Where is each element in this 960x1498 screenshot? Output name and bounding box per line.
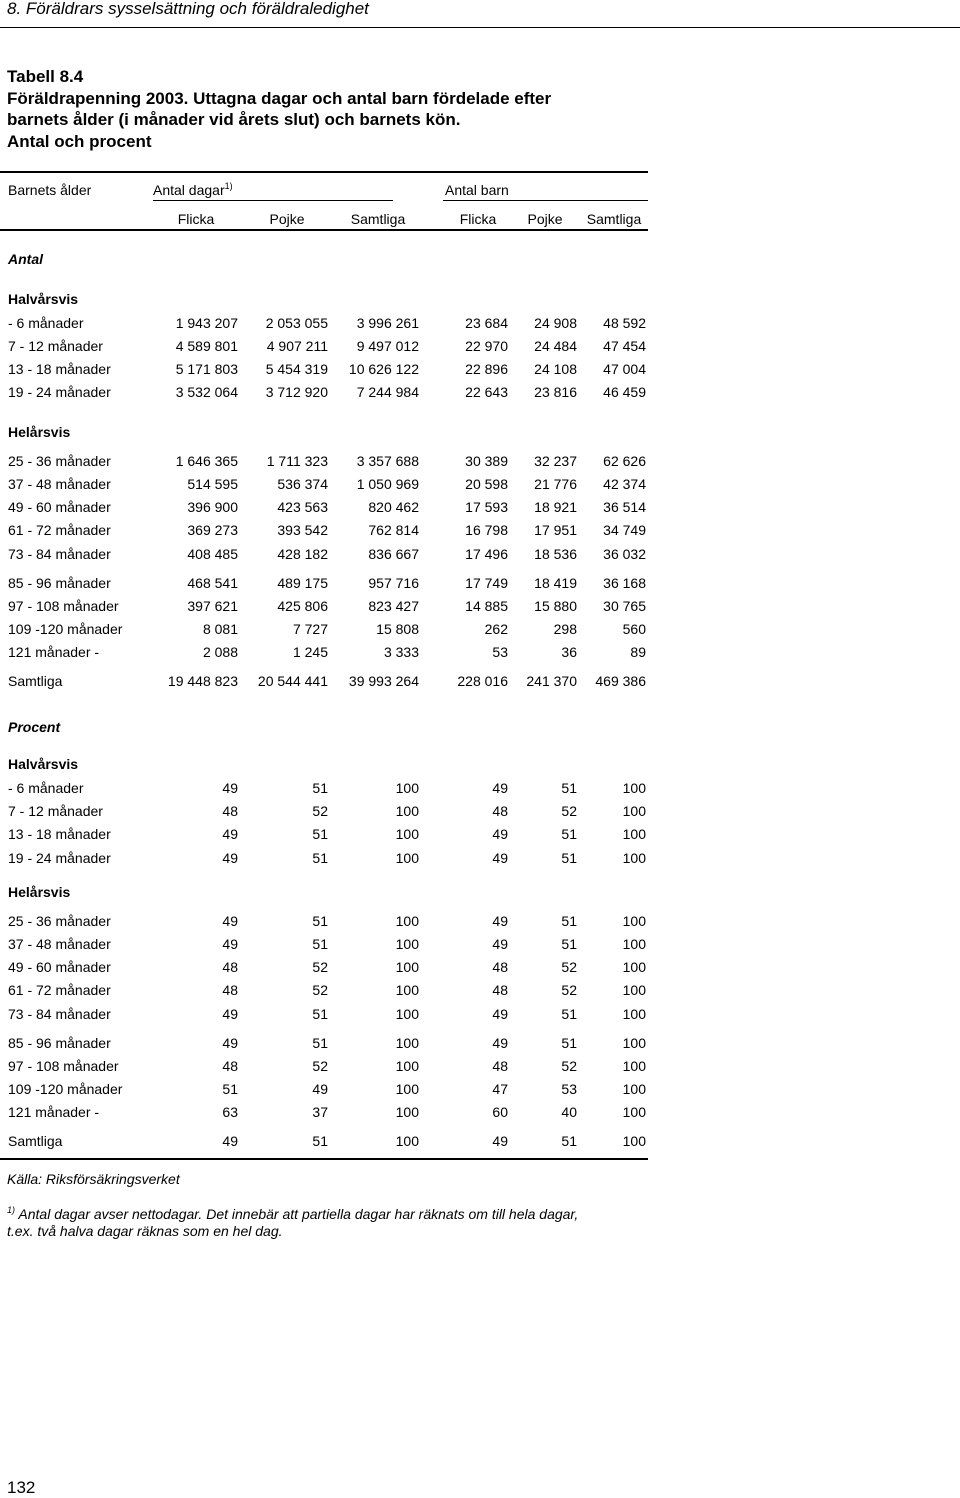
table-cell: 100 xyxy=(395,826,419,842)
table-cell: 298 xyxy=(553,621,577,637)
table-cell: 51 xyxy=(561,780,577,796)
table-cell: 17 496 xyxy=(465,546,508,562)
chapter-title: 8. Föräldrars sysselsättning och föräldraledighet xyxy=(7,0,369,18)
table-cell: 30 765 xyxy=(603,598,646,614)
row-header: Barnets ålder xyxy=(8,182,92,198)
table-cell: 23 816 xyxy=(534,384,577,400)
table-title xyxy=(7,66,551,152)
table-cell: 52 xyxy=(561,982,577,998)
total-cell: 100 xyxy=(622,1133,646,1149)
table-cell: 823 427 xyxy=(368,598,419,614)
table-cell: 48 xyxy=(222,803,238,819)
table-cell: 52 xyxy=(561,1058,577,1074)
table-cell: 36 032 xyxy=(603,546,646,562)
table-cell: 36 514 xyxy=(603,499,646,515)
table-cell: 36 168 xyxy=(603,575,646,591)
total-cell: 51 xyxy=(312,1133,328,1149)
table-cell: 369 273 xyxy=(187,522,238,538)
table-cell: 100 xyxy=(622,959,646,975)
table-cell: 5 171 803 xyxy=(175,361,238,377)
row-label: 7 - 12 månader xyxy=(8,803,103,819)
table-cell: 48 592 xyxy=(603,315,646,331)
table-cell: 22 896 xyxy=(465,361,508,377)
table-cell: 100 xyxy=(622,826,646,842)
table-cell: 30 389 xyxy=(465,453,508,469)
table-cell: 2 053 055 xyxy=(265,315,328,331)
total-cell: 51 xyxy=(561,1133,577,1149)
table-cell: 60 xyxy=(492,1104,508,1120)
table-cell: 52 xyxy=(312,959,328,975)
table-cell: 51 xyxy=(312,936,328,952)
table-cell: 428 182 xyxy=(277,546,328,562)
table-cell: 51 xyxy=(561,850,577,866)
footnote-marker: 1) xyxy=(7,1205,16,1215)
row-label: 25 - 36 månader xyxy=(8,913,111,929)
row-label: 49 - 60 månader xyxy=(8,499,111,515)
table-cell: 49 xyxy=(492,913,508,929)
group-header-antal-dagar xyxy=(153,182,233,198)
table-cell: 16 798 xyxy=(465,522,508,538)
table-cell: 100 xyxy=(395,780,419,796)
row-label: 121 månader - xyxy=(8,1104,100,1120)
section-title: Procent xyxy=(8,719,61,735)
table-cell: 100 xyxy=(622,982,646,998)
table-cell: 560 xyxy=(622,621,646,637)
group1-underline xyxy=(153,200,393,201)
table-cell: 49 xyxy=(222,780,238,796)
table-cell: 2 088 xyxy=(202,644,238,660)
table-cell: 51 xyxy=(561,1035,577,1051)
table-cell: 32 237 xyxy=(534,453,577,469)
table-cell: 51 xyxy=(561,826,577,842)
table-cell: 17 951 xyxy=(534,522,577,538)
table-top-rule xyxy=(0,171,648,173)
table-cell: 100 xyxy=(622,1058,646,1074)
table-cell: 100 xyxy=(395,959,419,975)
table-cell: 49 xyxy=(222,913,238,929)
footnote-line-1 xyxy=(7,1206,578,1223)
table-cell: 408 485 xyxy=(187,546,238,562)
footnote xyxy=(7,1206,578,1240)
total-cell: 241 370 xyxy=(526,673,577,689)
table-cell: 397 621 xyxy=(187,598,238,614)
table-cell: 49 xyxy=(222,850,238,866)
table-cell: 47 004 xyxy=(603,361,646,377)
column-header: Samtliga xyxy=(586,211,642,227)
table-cell: 17 749 xyxy=(465,575,508,591)
table-cell: 3 333 xyxy=(383,644,419,660)
table-cell: 49 xyxy=(222,1035,238,1051)
column-header: Samtliga xyxy=(350,211,406,227)
table-cell: 47 454 xyxy=(603,338,646,354)
table-cell: 49 xyxy=(222,826,238,842)
source-note: Källa: Riksförsäkringsverket xyxy=(7,1171,180,1187)
table-cell: 1 711 323 xyxy=(266,453,328,469)
table-cell: 5 454 319 xyxy=(265,361,328,377)
table-cell: 51 xyxy=(312,1035,328,1051)
table-cell: 762 814 xyxy=(368,522,419,538)
table-cell: 100 xyxy=(622,1006,646,1022)
table-cell: 52 xyxy=(312,803,328,819)
group-title: Helårsvis xyxy=(8,884,71,900)
table-cell: 3 532 064 xyxy=(175,384,238,400)
row-label: 13 - 18 månader xyxy=(8,361,111,377)
table-cell: 489 175 xyxy=(277,575,328,591)
row-label: 109 -120 månader xyxy=(8,621,123,637)
table-cell: 262 xyxy=(484,621,508,637)
table-cell: 100 xyxy=(395,1006,419,1022)
table-cell: 24 108 xyxy=(534,361,577,377)
total-label: Samtliga xyxy=(8,1133,63,1149)
table-cell: 49 xyxy=(222,1006,238,1022)
table-cell: 100 xyxy=(622,1104,646,1120)
table-cell: 100 xyxy=(395,1104,419,1120)
group-title: Halvårsvis xyxy=(8,756,79,772)
row-label: 121 månader - xyxy=(8,644,100,660)
row-label: 73 - 84 månader xyxy=(8,546,111,562)
table-cell: 36 xyxy=(561,644,577,660)
row-label: 49 - 60 månader xyxy=(8,959,111,975)
table-cell: 48 xyxy=(222,1058,238,1074)
table-cell: 9 497 012 xyxy=(356,338,419,354)
table-cell: 1 245 xyxy=(292,644,328,660)
row-label: 61 - 72 månader xyxy=(8,522,111,538)
table-cell: 52 xyxy=(561,803,577,819)
row-label: 25 - 36 månader xyxy=(8,453,111,469)
table-cell: 22 970 xyxy=(465,338,508,354)
row-label: 7 - 12 månader xyxy=(8,338,103,354)
footnote-ref: 1) xyxy=(224,181,233,191)
table-cell: 18 419 xyxy=(534,575,577,591)
total-cell: 49 xyxy=(492,1133,508,1149)
table-cell: 425 806 xyxy=(277,598,328,614)
table-cell: 3 357 688 xyxy=(356,453,419,469)
row-label: - 6 månader xyxy=(8,315,84,331)
table-cell: 62 626 xyxy=(603,453,646,469)
table-cell: 51 xyxy=(312,913,328,929)
table-caption-line-3: Antal och procent xyxy=(7,131,152,151)
table-cell: 100 xyxy=(622,780,646,796)
table-cell: 48 xyxy=(492,1058,508,1074)
table-cell: 4 907 211 xyxy=(266,338,328,354)
total-cell: 228 016 xyxy=(457,673,508,689)
row-label: 85 - 96 månader xyxy=(8,575,111,591)
row-label: 19 - 24 månader xyxy=(8,850,111,866)
table-cell: 48 xyxy=(222,982,238,998)
total-cell: 39 993 264 xyxy=(348,673,419,689)
row-label: 37 - 48 månader xyxy=(8,476,111,492)
table-cell: 100 xyxy=(622,1081,646,1097)
column-header: Pojke xyxy=(269,211,305,227)
header-bottom-rule xyxy=(0,229,648,231)
table-caption-line-2: barnets ålder (i månader vid årets slut) och barnets kön. xyxy=(7,110,461,129)
table-cell: 100 xyxy=(395,936,419,952)
table-cell: 48 xyxy=(492,959,508,975)
group-header-antal-barn: Antal barn xyxy=(445,182,509,198)
table-cell: 100 xyxy=(395,1081,419,1097)
table-cell: 51 xyxy=(312,780,328,796)
row-label: 61 - 72 månader xyxy=(8,982,111,998)
table-cell: 100 xyxy=(622,936,646,952)
table-cell: 49 xyxy=(222,936,238,952)
table-cell: 100 xyxy=(622,913,646,929)
table-cell: 51 xyxy=(222,1081,238,1097)
table-cell: 396 900 xyxy=(187,499,238,515)
table-cell: 100 xyxy=(395,803,419,819)
table-cell: 34 749 xyxy=(603,522,646,538)
table-cell: 51 xyxy=(561,936,577,952)
table-cell: 46 459 xyxy=(603,384,646,400)
row-label: 13 - 18 månader xyxy=(8,826,111,842)
table-cell: 49 xyxy=(492,1035,508,1051)
table-cell: 3 996 261 xyxy=(356,315,419,331)
table-cell: 49 xyxy=(492,826,508,842)
page-number: 132 xyxy=(7,1478,36,1497)
table-cell: 22 643 xyxy=(465,384,508,400)
table-cell: 40 xyxy=(561,1104,577,1120)
table-cell: 514 595 xyxy=(187,476,238,492)
table-cell: 468 541 xyxy=(187,575,238,591)
column-header: Flicka xyxy=(177,211,215,227)
table-cell: 1 646 365 xyxy=(175,453,238,469)
table-caption-line-1: Föräldrapenning 2003. Uttagna dagar och antal barn fördelade efter xyxy=(7,88,552,108)
table-cell: 48 xyxy=(492,982,508,998)
table-cell: 100 xyxy=(395,850,419,866)
table-cell: 10 626 122 xyxy=(348,361,419,377)
table-cell: 49 xyxy=(312,1081,328,1097)
table-cell: 42 374 xyxy=(603,476,646,492)
table-cell: 1 943 207 xyxy=(175,315,238,331)
table-cell: 47 xyxy=(492,1081,508,1097)
table-cell: 8 081 xyxy=(202,621,238,637)
row-label: 73 - 84 månader xyxy=(8,1006,111,1022)
table-cell: 3 712 920 xyxy=(265,384,328,400)
table-cell: 51 xyxy=(312,826,328,842)
table-cell: 48 xyxy=(492,803,508,819)
table-cell: 836 667 xyxy=(368,546,419,562)
table-cell: 51 xyxy=(312,850,328,866)
table-cell: 89 xyxy=(630,644,646,660)
table-cell: 52 xyxy=(561,959,577,975)
table-cell: 49 xyxy=(492,850,508,866)
table-cell: 100 xyxy=(622,850,646,866)
column-header: Pojke xyxy=(527,211,563,227)
table-cell: 49 xyxy=(492,1006,508,1022)
row-label: 37 - 48 månader xyxy=(8,936,111,952)
group-title: Helårsvis xyxy=(8,424,71,440)
row-label: - 6 månader xyxy=(8,780,84,796)
column-header: Flicka xyxy=(459,211,497,227)
section-title: Antal xyxy=(8,251,43,267)
table-cell: 423 563 xyxy=(277,499,328,515)
table-cell: 100 xyxy=(622,803,646,819)
group2-underline xyxy=(443,200,648,201)
table-cell: 15 880 xyxy=(534,598,577,614)
table-cell: 53 xyxy=(561,1081,577,1097)
table-cell: 51 xyxy=(561,913,577,929)
table-cell: 48 xyxy=(222,959,238,975)
table-cell: 393 542 xyxy=(277,522,328,538)
total-cell: 100 xyxy=(395,1133,419,1149)
group-header-antal-dagar-label: Antal dagar xyxy=(153,182,225,198)
table-cell: 4 589 801 xyxy=(175,338,238,354)
table-cell: 53 xyxy=(492,644,508,660)
total-cell: 469 386 xyxy=(595,673,646,689)
table-cell: 15 808 xyxy=(376,621,419,637)
table-cell: 100 xyxy=(395,1058,419,1074)
table-cell: 100 xyxy=(622,1035,646,1051)
table-bottom-rule xyxy=(0,1158,648,1160)
total-label: Samtliga xyxy=(8,673,63,689)
table-cell: 7 727 xyxy=(292,621,328,637)
table-cell: 820 462 xyxy=(368,499,419,515)
group-title: Halvårsvis xyxy=(8,291,79,307)
table-cell: 957 716 xyxy=(368,575,419,591)
table-cell: 18 536 xyxy=(534,546,577,562)
table-cell: 49 xyxy=(492,936,508,952)
total-cell: 49 xyxy=(222,1133,238,1149)
table-cell: 24 908 xyxy=(534,315,577,331)
table-cell: 51 xyxy=(561,1006,577,1022)
row-label: 85 - 96 månader xyxy=(8,1035,111,1051)
total-cell: 20 544 441 xyxy=(257,673,328,689)
footnote-line-2: t.ex. två halva dagar räknas som en hel dag. xyxy=(7,1223,283,1239)
total-cell: 19 448 823 xyxy=(167,673,238,689)
table-cell: 52 xyxy=(312,1058,328,1074)
row-label: 97 - 108 månader xyxy=(8,598,119,614)
row-label: 19 - 24 månader xyxy=(8,384,111,400)
table-number: Tabell 8.4 xyxy=(7,67,84,86)
table-cell: 37 xyxy=(312,1104,328,1120)
table-cell: 63 xyxy=(222,1104,238,1120)
table-cell: 52 xyxy=(312,982,328,998)
table-cell: 100 xyxy=(395,913,419,929)
table-cell: 18 921 xyxy=(534,499,577,515)
table-cell: 21 776 xyxy=(534,476,577,492)
row-label: 109 -120 månader xyxy=(8,1081,123,1097)
footnote-line-1-text: Antal dagar avser nettodagar. Det innebär att partiella dagar har räknats om till hela dagar, xyxy=(18,1206,579,1222)
table-cell: 20 598 xyxy=(465,476,508,492)
table-cell: 7 244 984 xyxy=(356,384,419,400)
table-cell: 17 593 xyxy=(465,499,508,515)
table-cell: 100 xyxy=(395,1035,419,1051)
row-label: 97 - 108 månader xyxy=(8,1058,119,1074)
table-cell: 1 050 969 xyxy=(356,476,419,492)
table-cell: 536 374 xyxy=(277,476,328,492)
table-cell: 14 885 xyxy=(465,598,508,614)
table-cell: 51 xyxy=(312,1006,328,1022)
table-cell: 23 684 xyxy=(465,315,508,331)
table-cell: 24 484 xyxy=(534,338,577,354)
table-cell: 49 xyxy=(492,780,508,796)
table-cell: 100 xyxy=(395,982,419,998)
header-rule xyxy=(0,27,960,28)
